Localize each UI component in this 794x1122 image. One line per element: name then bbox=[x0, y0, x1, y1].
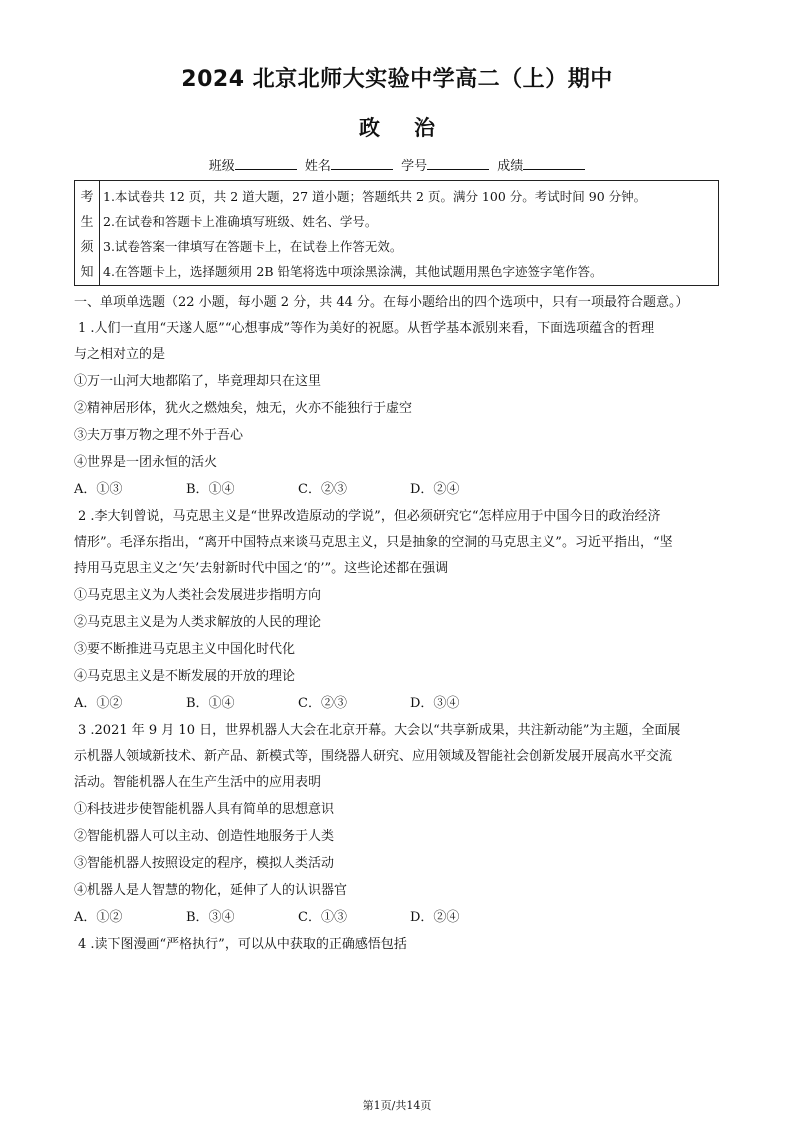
notice-rule: 1.本试卷共 12 页，共 2 道大题，27 道小题；答题纸共 2 页。满分 100 分。考试时间 90 分钟。 bbox=[103, 188, 647, 204]
statement-option: ②精神居形体，犹火之燃烛矣，烛无，火亦不能独行于虚空 bbox=[74, 401, 413, 416]
statement-option: ①科技进步使智能机器人具有简单的思想意识 bbox=[74, 802, 335, 817]
question-1 bbox=[74, 316, 724, 503]
notice-rules bbox=[100, 181, 718, 285]
answer-choices bbox=[74, 690, 724, 717]
score-field[interactable]: 成绩 bbox=[497, 155, 585, 174]
answer-choices bbox=[74, 476, 724, 503]
question-stem: 情形”。毛泽东指出，“离开中国特点来谈马克思主义，只是抽象的空洞的马克思主义”。习近平指出，“坚 bbox=[74, 535, 673, 550]
choice-d[interactable]: D．②④ bbox=[410, 482, 460, 497]
statement-option: ④机器人是人智慧的物化，延伸了人的认识器官 bbox=[74, 883, 348, 898]
notice-rule: 4.在答题卡上，选择题须用 2B 铅笔将选中项涂黑涂满，其他试题用黑色字迹签字笔作答。 bbox=[103, 263, 603, 279]
question-2 bbox=[74, 504, 724, 717]
name-field[interactable]: 姓名 bbox=[305, 155, 393, 174]
statement-option: ④世界是一团永恒的活火 bbox=[74, 455, 218, 470]
statement-option: ②智能机器人可以主动、创造性地服务于人类 bbox=[74, 829, 335, 844]
statement-option: ③要不断推进马克思主义中国化时代化 bbox=[74, 642, 296, 657]
question-4 bbox=[74, 932, 724, 958]
choice-b[interactable]: B．①④ bbox=[186, 696, 235, 711]
choice-b[interactable]: B．③④ bbox=[186, 910, 235, 925]
choice-d[interactable]: D．②④ bbox=[410, 910, 460, 925]
section-title: 一、单项单选题（22 小题，每小题 2 分，共 44 分。在每小题给出的四个选项中，只有一项最符合题意。） bbox=[74, 295, 689, 310]
student-id-field[interactable]: 学号 bbox=[401, 155, 489, 174]
notice-rule: 2.在试卷和答题卡上准确填写班级、姓名、学号。 bbox=[103, 213, 378, 229]
question-stem: 与之相对立的是 bbox=[74, 347, 166, 362]
statement-option: ①马克思主义为人类社会发展进步指明方向 bbox=[74, 588, 322, 603]
question-stem: 2 .李大钊曾说，马克思主义是“世界改造原动的学说”，但必须研究它“怎样应用于中国今日的政治经济 bbox=[78, 509, 661, 524]
choice-c[interactable]: C．②③ bbox=[298, 696, 347, 711]
question-stem: 示机器人领域新技术、新产品、新模式等，围绕器人研究、应用领域及智能社会创新发展开展高水平交流 bbox=[74, 749, 673, 764]
question-stem: 活动。智能机器人在生产生活中的应用表明 bbox=[74, 775, 322, 790]
statement-option: ④马克思主义是不断发展的开放的理论 bbox=[74, 669, 296, 684]
answer-choices bbox=[74, 904, 724, 931]
question-list bbox=[74, 316, 724, 958]
choice-a[interactable]: A．①③ bbox=[74, 482, 123, 497]
choice-a[interactable]: A．①② bbox=[74, 910, 123, 925]
class-field[interactable]: 班级 bbox=[209, 155, 297, 174]
choice-c[interactable]: C．②③ bbox=[298, 482, 347, 497]
statement-option: ②马克思主义是为人类求解放的人民的理论 bbox=[74, 615, 322, 630]
question-stem: 持用马克思主义之‘矢’去射新时代中国之‘的’”。这些论述都在强调 bbox=[74, 561, 449, 576]
statement-option: ③智能机器人按照设定的程序，模拟人类活动 bbox=[74, 856, 335, 871]
exam-subject: 政治 bbox=[359, 116, 469, 140]
choice-b[interactable]: B．①④ bbox=[186, 482, 235, 497]
choice-c[interactable]: C．①③ bbox=[298, 910, 347, 925]
choice-d[interactable]: D．③④ bbox=[410, 696, 460, 711]
question-stem: 3 .2021 年 9 月 10 日，世界机器人大会在北京开幕。大会以“共享新成果，共注新动能”为主题，全面展 bbox=[78, 723, 681, 738]
statement-option: ③夫万事万物之理不外于吾心 bbox=[74, 428, 244, 443]
notice-rule: 3.试卷答案一律填写在答题卡上，在试卷上作答无效。 bbox=[103, 238, 403, 254]
choice-a[interactable]: A．①② bbox=[74, 696, 123, 711]
student-info-fields bbox=[0, 155, 794, 174]
question-stem: 4 .读下图漫画“严格执行”，可以从中获取的正确感悟包括 bbox=[78, 937, 407, 952]
page-number: 第1页/共14页 bbox=[362, 1099, 432, 1112]
exam-title: 2024 北京北师大实验中学高二（上）期中 bbox=[181, 67, 613, 92]
exam-notice-box bbox=[74, 180, 719, 286]
statement-option: ①万一山河大地都陷了，毕竟理却只在这里 bbox=[74, 374, 322, 389]
notice-side-label: 考 生 须 知 bbox=[75, 181, 100, 285]
question-stem: 1 .人们一直用“天遂人愿”“心想事成”等作为美好的祝愿。从哲学基本派别来看，下面选项蕴含的哲理 bbox=[78, 321, 655, 336]
question-3 bbox=[74, 718, 724, 931]
